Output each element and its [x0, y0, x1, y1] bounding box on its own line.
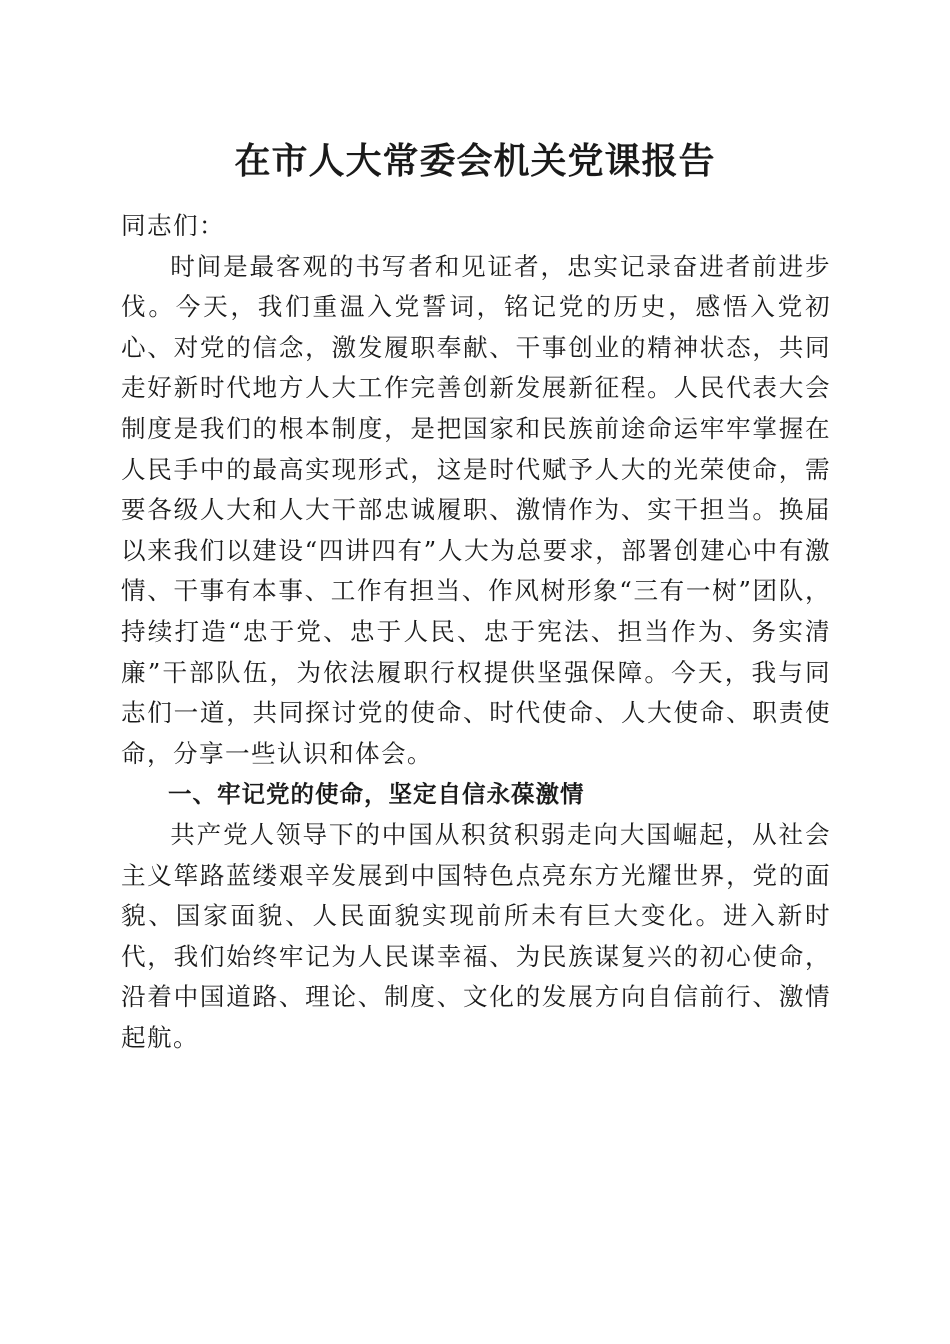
section-paragraph: 共产党人领导下的中国从积贫积弱走向大国崛起，从社会主义筚路蓝缕艰辛发展到中国特色点亮东方光耀世界，党的面貌、国家面貌、人民面貌实现前所未有巨大变化。进入新时代，我们始终牢记为人民谋幸福、为民族谋复兴的初心使命，沿着中国道路、理论、制度、文化的发展方向自信前行、激情起航。 [121, 819, 831, 1052]
section-heading: 一、牢记党的使命，坚定自信永葆激情 [168, 780, 585, 809]
document-body [121, 206, 831, 1058]
document-title: 在市人大常委会机关党课报告 [234, 140, 716, 182]
intro-paragraph: 时间是最客观的书写者和见证者，忠实记录奋进者前进步伐。今天，我们重温入党誓词，铭记党的历史，感悟入党初心、对党的信念，激发履职奉献、干事创业的精神状态，共同走好新时代地方人大工作完善创新发展新征程。人民代表大会制度是我们的根本制度，是把国家和民族前途命运牢牢掌握在人民手中的最高实现形式，这是时代赋予人大的光荣使命，需要各级人大和人大干部忠诚履职、激情作为、实干担当。换届以来我们以建设“四讲四有”人大为总要求，部署创建心中有激情、干事有本事、工作有担当、作风树形象“三有一树”团队，持续打造“忠于党、忠于人民、忠于宪法、担当作为、务实清廉”干部队伍，为依法履职行权提供坚强保障。今天，我与同志们一道，共同探讨党的使命、时代使命、人大使命、职责使命，分享一些认识和体会。 [121, 251, 831, 768]
salutation: 同志们： [121, 211, 225, 240]
